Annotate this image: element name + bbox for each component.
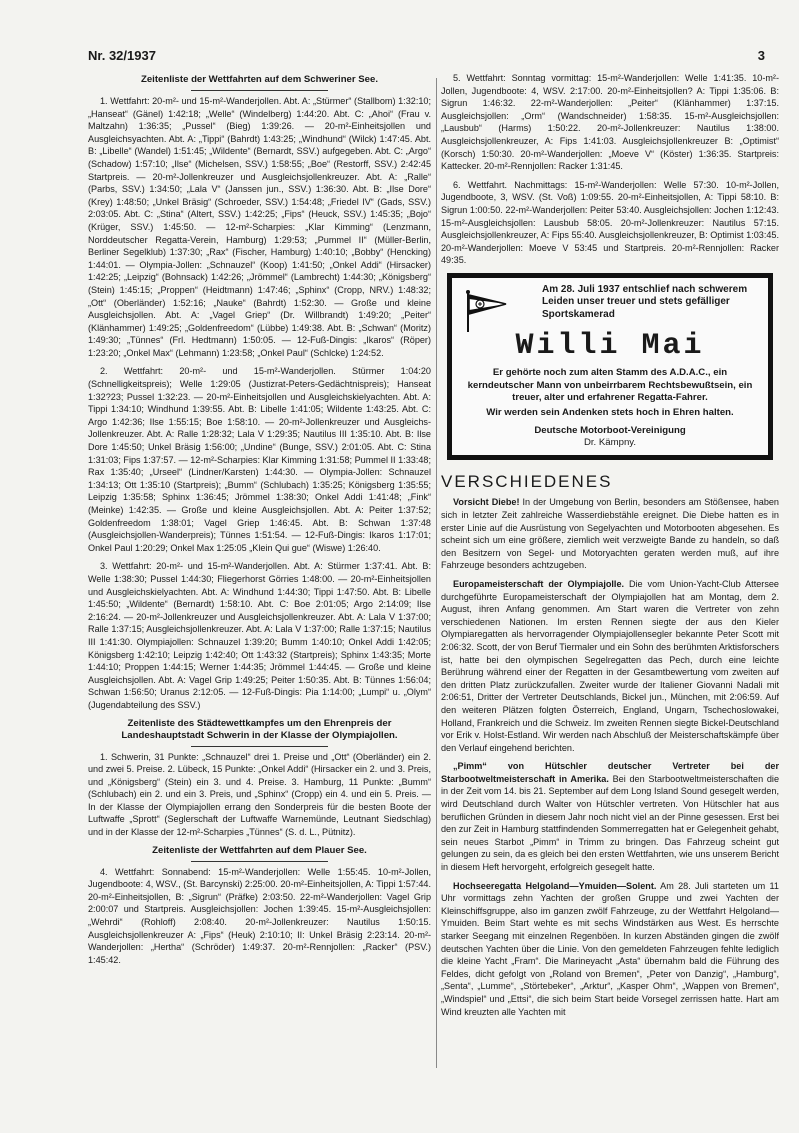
obituary-organization: Deutsche Motorboot-Vereinigung (534, 425, 686, 437)
title-rule (191, 746, 328, 747)
section-title-schwerin: Zeitenliste der Wettfahrten auf dem Schweriner See. (140, 74, 379, 85)
article-hochseeregatta (441, 880, 779, 1019)
article-body: In der Umgebung von Berlin, besonders am Stößensee, haben sich in letzter Zeit zahlreiche Wasserdiebstähle ereignet. Die Diebe hatten es in erster Linie auf die Ausrüstung von Segelyachten und Motorbooten abgesehen. Es scheint sich um eine größere, ziemlich weit verzweigte Bande zu handeln, so daß den Besitzern von Segel- und Motoryachten geraten werden muß, auf ihre Fahrzeuge besonders achtzugeben. (441, 497, 779, 571)
page-header (88, 48, 765, 68)
obituary-intro: Am 28. Juli 1937 entschlief nach schwerem Leiden unser treuer und stets gefälliger Sportskamerad (542, 283, 748, 320)
article-lead: Vorsicht Diebe! (453, 497, 520, 508)
article-body: Die vom Union-Yacht-Club Attersee durchgeführte Europameisterschaft der Olympiajollen hat am Montag, dem 2. August, ihren Anfang genommen. Am Start waren die Vertreter von zehn verschiedenen Nationen. Im ersten Rennen siegte der aus den Kieler Olympiaregatten als hervorragender Olympiajollensegler bekannte Peter Scott mit 2:06:32. Scott, der von Beruf Tiermaler und ein Sohn des berühmten Arktisforschers ist, hatte bei den olympischen Segelregatten das Pech, durch eine leichte Berührung während einer der Regatten in der Gesamtbewertung vom zweiten auf den dritten Platz zurückzufallen. Zweiter wurde der Italiener Giovanni Nadali mit 2:06:51, Dritter der Vertreter Deutschlands, Bickel jun., München, mit 2:06:59. Auf den weiteren Plätzen folgten Österreich, England, Ungarn, Tschechoslowakei, Holland, Frankreich und die Schweiz. Im zweiten Rennen siegte Bickel-Deutschland vor Erik v. Holst-Estland. Wir werden nach Abschluß der Meisterschaftskämpfe über den Verlauf eingehend berichten. (441, 578, 779, 753)
issue-number: Nr. 32/1937 (88, 48, 156, 63)
article-lead: Europameisterschaft der Olympiajolle. (453, 578, 625, 589)
page-number: 3 (757, 48, 765, 63)
race-3-results: 3. Wettfahrt: 20-m²- und 15-m²-Wanderjollen. Abt. A: Stürmer 1:37:41. Abt. B: Welle 1:38:30; Pussel 1:44:30; Fliegerhorst Görries 1:48:00. — 20-m²-Einheitsjollen und Ausgleichskielyachten. Abt. A: Windhund 1:44:30; Tippi 1:47:50. Abt. B: Libelle 1:45:50; „Wildente“ (Bernardt) 1:58:10. Abt. C: Boe 2:01:05; Argo 2:14:09; Ilse 2:16:24. — 20-m²-Jollenkreuzer und Ausgleichsjollenkreuzer. Abt. A: Lala V 1:37:00; Ralle 1:37:15; Ausgleichsjollenkreuzer. Abt. A: Lala V 1:37:00; Ralle 1:37:15; Nautilus III 1:41:30. Olympiajollen: Schnauzel 1:39:20; Bumm 1:40:10; Onkel Addi 1:42:05; Königsberg 1:42:10; Leipzig 1:42:40; Ott 1:43:32 (Startpreis); Sphinx 1:43:35; Morte 1:44:10; Proppen 1:44:15; Werner 1:44:35; Jrömmel 1:44:45. — Große und kleine Ausgleichsjollen. Abt. A: Vagel Grip 1:49:25; Peiter 1:50:35. Abt. B: Tünnes 1:56:04; Schwan 1:56:50; Uranus 2:12:05. — 12-Fuß-Dingis: Pia 1:14:00; „Lumpi“ u. „Olym“ (Jugendabteilung des SSV.) (88, 561, 431, 710)
city-contest-results: 1. Schwerin, 31 Punkte: „Schnauzel“ drei 1. Preise und „Ott“ (Oberländer) ein 2. und zwei 5. Preise. 2. Lübeck, 15 Punkte: „Onkel Addi“ (Hirsacker ein 2. und 3. Preis, und „Königsberg“ (Stein) ein 3. und 4. Preise. 3. Hamburg, 11 Punkte: „Bumm“ (Schlubach) ein 2. und ein 3. Preis, und „Sphinx“ (Cropp) ein 4. und ein 5. Preis. — In der Klasse der Olympiajollen errang den Sonderpreis für die besten Boote der Luftwaffe „Sprott“ (Seglerschaft der Luftwaffe Warnemünde, Leutnant Siedschlag) und in der Klasse der 12-m²-Scharpies „Tünnes“ (S. d. L., Pütnitz). (88, 751, 431, 838)
section-title-staedtewettkampf: Zeitenliste des Städtewettkampfes um den Ehrenpreis der Landeshauptstadt Schwerin in der Klasse der Olympiajollen. (121, 717, 398, 741)
section-title-plauer-see: Zeitenliste der Wettfahrten auf dem Plauer See. (152, 844, 367, 856)
obituary-remembrance: Wir werden sein Andenken stets hoch in Ehren halten. (486, 406, 734, 418)
article-pimm (441, 760, 779, 873)
race-6-results: 6. Wettfahrt. Nachmittags: 15-m²-Wanderjollen: Welle 57:30. 10-m²-Jollen, Jugendboote, 3, WSV. (St. Voß) 1:09:55. 20-m²-Einheitsjollen, A: Tippi 58:10. B: Sigrun 1:00:50. 22-m²-Wanderjollen: Peiter 53:40. Ausgleichsjollen: Jochen 1:12:43. 15-m²-Ausgleichsjollen: Lausbub 58:05. 20-m²-Jollenkreuzer: Nautilus 57:15. Ausgleichsjollenkreuzer, A: Fips 55:40. Ausgleichsjollenkreuzer, B: Optimist 1:03:45. 20-m²-Wanderjollen: Moeve V 53:45 und Startpreis. 20-m²-Rennjollen: Racker 49:35. (441, 179, 779, 266)
club-flag-icon (462, 288, 508, 334)
obituary-text: Er gehörte noch zum alten Stamm des A.D.A.C., ein kerndeutscher Mann von unbeirrbarem Rechtsbewußtsein, ein treuer, alter und erfahrener Regatta-Fahrer. (467, 367, 753, 404)
obituary-signatory: Dr. Kämpny. (583, 437, 637, 449)
race-4-results: 4. Wettfahrt: Sonnabend: 15-m²-Wanderjollen: Welle 1:55:45. 10-m²-Jollen, Jugendboote: 4, WSV., (St. Barcynski) 2:25:00. 20-m²-Einheitsjollen, A: Tippi 1:57:44. 20-m²-Einheitsjollen, B: „Sigrun“ (Präfke) 2:03:50. 22-m²-Wanderjollen: Vagel Grip 2:00:07 und Startpreis. Ausgleichsjollen: Jochen 1:39:45. 15-m²-Ausgleichsjollen: „Wehrdi“ (Rohloff) 2:08:40. 20-m²-Jollenkreuzer: Nautilus 1:50:15. Ausgleichsjollenkreuzer A: „Fips“ (Heuk) 2:10:10; II: Unkel Bräsig 2:23:14. 20-m²-Wanderjollen: „Hertha“ (Schröder) 1:49:37. 20-m²-Rennjollen: „Racker“ (PSV.) 1:45:42. (88, 866, 431, 965)
section-heading-verschiedenes: VERSCHIEDENES (441, 472, 613, 492)
column-divider (436, 78, 437, 1068)
title-rule (191, 861, 328, 862)
title-rule (191, 90, 328, 91)
race-2-results: 2. Wettfahrt: 20-m²- und 15-m²-Wanderjollen. Stürmer 1:04:20 (Schnelligkeitspreis); Welle 1:29:05 (Justizrat-Peters-Gedächtnispreis); Hanseat 1:32?23; Pussel 1:32:23. — 20-m²-Einheitsjollen und Ausgleichskielyachten. Abt. A: Tippi 1:34:10; Windhund 1:39:55. Abt. B: Libelle 1:41:05; Wildente 1:43:25. Abt. C: Argo 1:42:36; Ilse 1:55:15; Boe 1:58:10. — 20-m²-Jollenkreuzer und Ausgleichs-Jollenkreuzer. Abt. A: Ralle 1:28:32; Lala V 1:29:35; Nautilus III 1:35:10. Abt. B: Ilse Dore 1:45:50; Unkel Bräsig 1:56:00; „Undine“ (Bunge, SSV.) 2:01:05. Abt. C: Stina 1:31:03; Fips 1:37:57. — 12-m²-Scharpies: Klar Kimming 1:31:58; Pummel II 1:33:48; Rax 1:35:40; „Urseel“ (Lindner/Karsten) 1:44:30. — Olympia-Jollen: Schnauzel 1:34:13; Ott 1:35:10 (Startpreis); „Bumm“ (Schlubach) 1:35:25; Königsberg 1:35:55; Leipzig 1:35:58; Sphinx 1:36:45; Jrömmel 1:38:30; Onkel Addi 1:41:48; „Fink“ (Meinke) 1:42:35. — Große und kleine Ausgleichsjollen. Abt. A: Peiter 1:37:52; Goldenfreedom 1:38:01; Vagel Griep 1:46:45. Abt. B: Schwan 1:37:48 (Ausgleichsjollen-Wanderpreis); Tünnes 1:51:54. — 12-Fuß-Dingis: Ikaros 1:17:01; Onkel Paul 1:20:29; Onkel Max 1:25:05 „Klein Qui gue“ (Wiswe) 1:26:40. (88, 366, 431, 553)
obituary-name: Willi Mai (515, 329, 705, 364)
race-1-results: 1. Wettfahrt: 20-m²- und 15-m²-Wanderjollen. Abt. A: „Stürmer“ (Stallbom) 1:32:10; „Hanseat“ (Gänel) 1:42:18; „Welle“ (Windelberg) 1:44:20. Abt. C: „Ahoi“ (Frau v. Maltzahn) 1:36:35; „Pussel“ (Bieg) 1:39:26. — 20-m²-Einheitsjollen und Ausgleichsyachten. Abt. A: „Tippi“ (Bahrdt) 1:43:25; „Windhund“ (Wilck) 1:47:45. Abt. B: „Libelle“ (Wandel) 1:51:45; „Wildente“ (Bernardt, SSV.) aufgegeben. Abt. C: „Argo“ (Schadow) 1:57:10; „Ilse“ (Michelsen, SSV.) 1:58:55; „Boe“ (Restorff, SSV.) 2:42:45 Startpreis. — 20-m²-Jollenkreuzer und Ausgleichsjollenkreuzer. Abt. A: „Ralle“ (Parbs, SSV.) 1:34:50; „Lala V“ (Janssen jun., SSV.) 1:36:30. Abt. B: „Ilse Dore“ (Krey) 1:48:50; „Unkel Bräsig“ (Schroeder, SSV.) 1:54:48; „Friedel IV“ (Gads, SSV.) 2:03:05. Abt. C: „Stina“ (Altert, SSV.) 1:42:25; „Fips“ (Heuck, SSV.) 1:45:35; „Bojo“ (Krüger, SSV.) 1:45:50. — 12-m²-Scharpies: „Klar Kimming“ (Lenzmann, Norddeutscher Regatta-Verein, Hamburg) 1:29:53; „Pummel II“ (Müller-Berlin, Berliner Segelklub) 1:37:30; „Rax“ (Fischer, Hamburg) 1:40:10; „Bobby“ (Hencking) 1:44:01. — Olympia-Jollen: „Schnauzel“ (Koop) 1:41:50; „Onkel Addi“ (Hirsacker) 1:42:25; „Leipzig“ (Bohnsack) 1:42:26; „Jrömmel“ (Lambrecht) 1:44:30; „Königsberg“ (Stein) 1:45:15; „Proppen“ (Heidtmann) 1:47:46; „Sphinx“ (Cropp, NRV.) 1:48:32; „Ott“ (Oberländer) 1:52:16; „Nauke“ (Bahrdt) 1:52:30. — Große und kleine Ausgleichsjollen. Abt. A: „Vagel Griep“ (Dr. Willbrandt) 1:49:20; „Peiter“ (Klänhammer) 1:49:25; „Goldenfreedom“ (Lübbe) 1:49:38. Abt. B: „Schwan“ (Moritz) 1:49:30; „Tünnes“ (Frl. Hedtmann) 1:50:05. — 12-Fuß-Dingis: „Ikaros“ (Röper) 1:23:20; „Onkel Max“ (Lehmann) 1:23:58; „Onkel Paul“ (Schlcke) 1:24:52. (88, 96, 431, 358)
article-vorsicht-diebe (441, 496, 779, 572)
obituary-notice (447, 273, 773, 461)
article-body: Bei den Starbootweltmeisterschaften die in der Zeit vom 14. bis 21. September auf dem Long Island Sound gesegelt werden, wird Deutschland durch Walter von Hütschler vertreten. Von Hütschler hat aus beruflichen Gründen in diesem Jahr noch nicht viel an der Pinne gesessen. Erst bei den zur Zeit in Hamburg stattfindenden Sommerregatten hat er Gelegenheit gehabt, sein neues Starbot „Pimm“ in Trimm zu bringen. Das Fahrzeug scheint gut gelungen zu sein, da es gleich bei den ersten Wettfahrten, wie uns unserem Bericht in diesem Heft hervorgeht, erfolgreich gesegelt hatte. (441, 773, 779, 873)
left-column (88, 72, 431, 1072)
race-5-results: 5. Wettfahrt: Sonntag vormittag: 15-m²-Wanderjollen: Welle 1:41:35. 10-m²-Jollen, Jugendboote: 4, WSV. 2:17:00. 20-m²-Einheitsjollen? A: Tippi 1:35:06. B: Sigrun 1:46:32. 22-m²-Wanderjollen: „Peiter“ (Klänhammer) 1:37:15. Ausgleichsjollen: „Orm“ (Wandschneider) 1:58:35. 15-m²-Ausgleichsjollen: „Lausbub“ (Harms) 1:50:22. 20-m²-Jollenkreuzer: Nautilus 1:38:00. Ausgleichsjollenkreuzer, A: Fips 1:41:03. Ausgleichsjollenkreuzer B: „Optimist“ (Korsch) 1:50:30. 20-m²-Wanderjollen: „Moeve V“ (Köster) 1:36:35. Startpreis: Kattecker. 20-m²-Rennjollen: Racker 1:31:45. (441, 73, 779, 172)
article-lead: Hochseeregatta Helgoland—Ymuiden—Solent. (453, 880, 657, 891)
article-body: Am 28. Juli starteten um 11 Uhr vormittags zehn Yachten der großen Gruppe und zwei Yachten der Kleinschiffsgruppe, also im ganzen zwölf Fahrzeuge, zu der Wettfahrt Helgoland—Ymuiden. Beim Start wehte es mit sechs Windstärken aus West. Es herrschte starker Seegang mit einzelnen Regenböen. In kurzen Abständen gingen die zwölf deutschen Yachten über die Linie. Von den gemeldeten Fahrzeugen fehlte lediglich die kleine Yacht „Fram“. Die Marineyacht „Asta“ übernahm bald die Führung des Feldes, dicht gefolgt von „Roland von Bremen“, „Peter von Danzig“, „Hamburg“, „Senta“, „Lumme“, „Störtebeker“, „Arktur“, „Kasper Ohm“, „Wappen von Bremen“, „Windspiel“ und „Ettsi“, die sich beim Start beide Vorsegel zerrissen hatte. Hart am Wind kreuzten alle Yachten mit (441, 880, 779, 1017)
article-lead: „Pimm“ von Hütschler deutscher Vertreter bei der Starbootweltmeisterschaft in Amerika. (441, 761, 779, 784)
article-europameisterschaft (441, 578, 779, 754)
right-column (441, 72, 779, 1072)
